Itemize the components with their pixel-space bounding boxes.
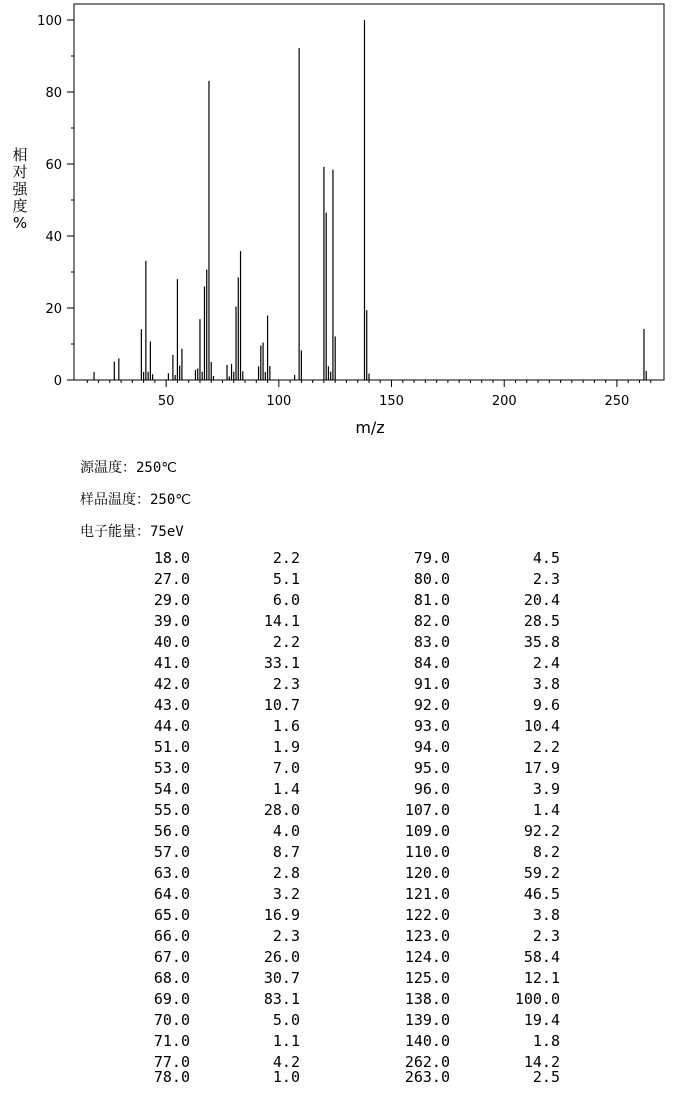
intensity-left-cell: 2.3 — [272, 927, 300, 945]
intensity-right-cell: 100.0 — [514, 990, 560, 1008]
intensity-left-cell: 6.0 — [272, 591, 300, 609]
mz-right-cell: 125.0 — [404, 969, 450, 987]
mz-right-cell: 93.0 — [413, 717, 450, 735]
x-tick-label: 50 — [157, 394, 175, 409]
y-tick-label: 0 — [53, 374, 62, 389]
mz-left-cell: 57.0 — [153, 843, 190, 861]
mz-right-cell: 120.0 — [404, 864, 450, 882]
mz-left-cell: 71.0 — [153, 1032, 190, 1050]
source-temperature-label: 源温度 ： — [80, 460, 136, 476]
intensity-right-cell: 3.8 — [532, 675, 560, 693]
mz-left-cell: 42.0 — [153, 675, 190, 693]
intensity-right-cell: 19.4 — [523, 1011, 560, 1029]
x-tick-label: 100 — [266, 394, 292, 409]
x-tick-label: 250 — [604, 394, 630, 409]
mz-left-cell: 65.0 — [153, 906, 190, 924]
mz-left-cell: 63.0 — [153, 864, 190, 882]
table-row — [0, 653, 680, 673]
mz-left-cell: 41.0 — [153, 654, 190, 672]
intensity-right-cell: 10.4 — [523, 717, 560, 735]
mz-left-cell: 54.0 — [153, 780, 190, 798]
mass-spectrum-chart — [0, 0, 680, 440]
mz-left-cell: 64.0 — [153, 885, 190, 903]
mz-right-cell: 107.0 — [404, 801, 450, 819]
mz-right-cell: 91.0 — [413, 675, 450, 693]
sample-temperature-value: 250℃ — [150, 492, 192, 508]
mz-right-cell: 83.0 — [413, 633, 450, 651]
intensity-left-cell: 5.0 — [272, 1011, 300, 1029]
source-temperature-value: 250℃ — [136, 460, 178, 476]
table-row — [0, 989, 680, 1009]
table-row — [0, 800, 680, 820]
mz-left-cell: 29.0 — [153, 591, 190, 609]
intensity-right-cell: 3.9 — [532, 780, 560, 798]
intensity-right-cell: 17.9 — [523, 759, 560, 777]
y-axis-label-char: 度 — [12, 197, 28, 215]
intensity-right-cell: 92.2 — [523, 822, 560, 840]
table-row — [0, 821, 680, 841]
mz-left-cell: 51.0 — [153, 738, 190, 756]
mz-left-cell: 67.0 — [153, 948, 190, 966]
table-row — [0, 695, 680, 715]
mz-right-cell: 79.0 — [413, 549, 450, 567]
x-tick-label: 200 — [491, 394, 517, 409]
intensity-left-cell: 30.7 — [263, 969, 300, 987]
mz-right-cell: 140.0 — [404, 1032, 450, 1050]
sample-temperature-label: 样品温度 ： — [80, 492, 150, 508]
intensity-left-cell: 1.0 — [272, 1068, 300, 1086]
table-row — [0, 779, 680, 799]
intensity-right-cell: 4.5 — [532, 549, 560, 567]
peak-table — [0, 548, 680, 1093]
x-axis-ticks — [87, 380, 650, 409]
intensity-left-cell: 3.2 — [272, 885, 300, 903]
mz-right-cell: 262.0 — [404, 1053, 450, 1071]
intensity-left-cell: 28.0 — [263, 801, 300, 819]
table-row — [0, 968, 680, 988]
intensity-right-cell: 1.8 — [532, 1032, 560, 1050]
table-row — [0, 758, 680, 778]
table-row — [0, 674, 680, 694]
x-tick-label: 150 — [379, 394, 404, 409]
table-row — [0, 590, 680, 610]
mz-right-cell: 81.0 — [413, 591, 450, 609]
mz-left-cell: 68.0 — [153, 969, 190, 987]
mz-right-cell: 122.0 — [404, 906, 450, 924]
y-tick-label: 20 — [45, 302, 62, 317]
mz-right-cell: 82.0 — [413, 612, 450, 630]
source-temperature — [80, 457, 177, 477]
mz-left-cell: 39.0 — [153, 612, 190, 630]
intensity-left-cell: 2.2 — [272, 633, 300, 651]
intensity-left-cell: 2.3 — [272, 675, 300, 693]
y-axis-label-char: 强 — [12, 180, 28, 198]
intensity-right-cell: 58.4 — [523, 948, 560, 966]
mz-right-cell: 139.0 — [404, 1011, 450, 1029]
table-row — [0, 611, 680, 631]
intensity-left-cell: 1.1 — [272, 1032, 300, 1050]
intensity-left-cell: 1.4 — [272, 780, 300, 798]
electron-energy-value: 75eV — [150, 524, 184, 540]
mz-right-cell: 80.0 — [413, 570, 450, 588]
intensity-right-cell: 35.8 — [523, 633, 560, 651]
mz-left-cell: 53.0 — [153, 759, 190, 777]
mz-right-cell: 138.0 — [404, 990, 450, 1008]
mz-right-cell: 263.0 — [404, 1068, 450, 1086]
mz-left-cell: 55.0 — [153, 801, 190, 819]
intensity-right-cell: 1.4 — [532, 801, 560, 819]
table-row — [0, 1010, 680, 1030]
table-row — [0, 863, 680, 883]
table-row — [0, 884, 680, 904]
table-row — [0, 905, 680, 925]
mz-left-cell: 44.0 — [153, 717, 190, 735]
intensity-right-cell: 2.3 — [532, 927, 560, 945]
intensity-left-cell: 33.1 — [263, 654, 300, 672]
intensity-right-cell: 20.4 — [523, 591, 560, 609]
intensity-left-cell: 83.1 — [263, 990, 300, 1008]
mz-right-cell: 109.0 — [404, 822, 450, 840]
mz-left-cell: 40.0 — [153, 633, 190, 651]
intensity-left-cell: 1.9 — [272, 738, 300, 756]
mz-left-cell: 77.0 — [153, 1053, 190, 1071]
intensity-left-cell: 4.2 — [272, 1053, 300, 1071]
intensity-left-cell: 16.9 — [263, 906, 300, 924]
intensity-right-cell: 59.2 — [523, 864, 560, 882]
intensity-right-cell: 2.3 — [532, 570, 560, 588]
y-tick-label: 80 — [45, 86, 62, 101]
mz-left-cell: 78.0 — [153, 1068, 190, 1086]
intensity-right-cell: 14.2 — [523, 1053, 560, 1071]
y-axis-label-char: 相 — [12, 146, 28, 164]
mz-right-cell: 110.0 — [404, 843, 450, 861]
intensity-left-cell: 2.2 — [272, 549, 300, 567]
intensity-left-cell: 1.6 — [272, 717, 300, 735]
intensity-left-cell: 4.0 — [272, 822, 300, 840]
table-row — [0, 632, 680, 652]
intensity-right-cell: 2.2 — [532, 738, 560, 756]
table-row — [0, 1067, 680, 1087]
table-row — [0, 716, 680, 736]
table-row — [0, 569, 680, 589]
mz-right-cell: 92.0 — [413, 696, 450, 714]
y-tick-label: 100 — [37, 14, 62, 29]
mz-left-cell: 70.0 — [153, 1011, 190, 1029]
peak-bars — [94, 20, 646, 380]
intensity-right-cell: 2.5 — [532, 1068, 560, 1086]
table-row — [0, 548, 680, 568]
mz-right-cell: 84.0 — [413, 654, 450, 672]
mz-right-cell: 121.0 — [404, 885, 450, 903]
intensity-left-cell: 26.0 — [263, 948, 300, 966]
y-tick-label: 40 — [45, 230, 62, 245]
y-axis-label-char: % — [12, 214, 28, 232]
mz-left-cell: 56.0 — [153, 822, 190, 840]
intensity-right-cell: 28.5 — [523, 612, 560, 630]
table-row — [0, 926, 680, 946]
mz-right-cell: 94.0 — [413, 738, 450, 756]
x-axis-label: m/z — [355, 418, 385, 437]
mz-left-cell: 27.0 — [153, 570, 190, 588]
intensity-right-cell: 12.1 — [523, 969, 560, 987]
intensity-left-cell: 10.7 — [263, 696, 300, 714]
y-axis-label — [12, 146, 28, 232]
intensity-right-cell: 8.2 — [532, 843, 560, 861]
electron-energy — [80, 521, 184, 541]
mz-left-cell: 43.0 — [153, 696, 190, 714]
table-row — [0, 947, 680, 967]
intensity-right-cell: 9.6 — [532, 696, 560, 714]
intensity-left-cell: 2.8 — [272, 864, 300, 882]
y-axis-label-text — [12, 146, 28, 232]
intensity-right-cell: 46.5 — [523, 885, 560, 903]
table-row — [0, 1031, 680, 1051]
table-row — [0, 737, 680, 757]
intensity-right-cell: 2.4 — [532, 654, 560, 672]
intensity-left-cell: 5.1 — [272, 570, 300, 588]
mz-left-cell: 66.0 — [153, 927, 190, 945]
mz-left-cell: 18.0 — [153, 549, 190, 567]
mz-left-cell: 69.0 — [153, 990, 190, 1008]
intensity-right-cell: 3.8 — [532, 906, 560, 924]
mz-right-cell: 123.0 — [404, 927, 450, 945]
sample-temperature — [80, 489, 191, 509]
y-tick-label: 60 — [45, 158, 62, 173]
electron-energy-label: 电子能量 ： — [80, 524, 150, 540]
y-axis-label-char: 对 — [12, 163, 28, 181]
y-axis-ticks — [37, 14, 74, 389]
mz-right-cell: 95.0 — [413, 759, 450, 777]
table-row — [0, 842, 680, 862]
intensity-left-cell: 7.0 — [272, 759, 300, 777]
plot-frame — [74, 4, 664, 380]
mz-right-cell: 124.0 — [404, 948, 450, 966]
mz-right-cell: 96.0 — [413, 780, 450, 798]
intensity-left-cell: 14.1 — [263, 612, 300, 630]
intensity-left-cell: 8.7 — [272, 843, 300, 861]
